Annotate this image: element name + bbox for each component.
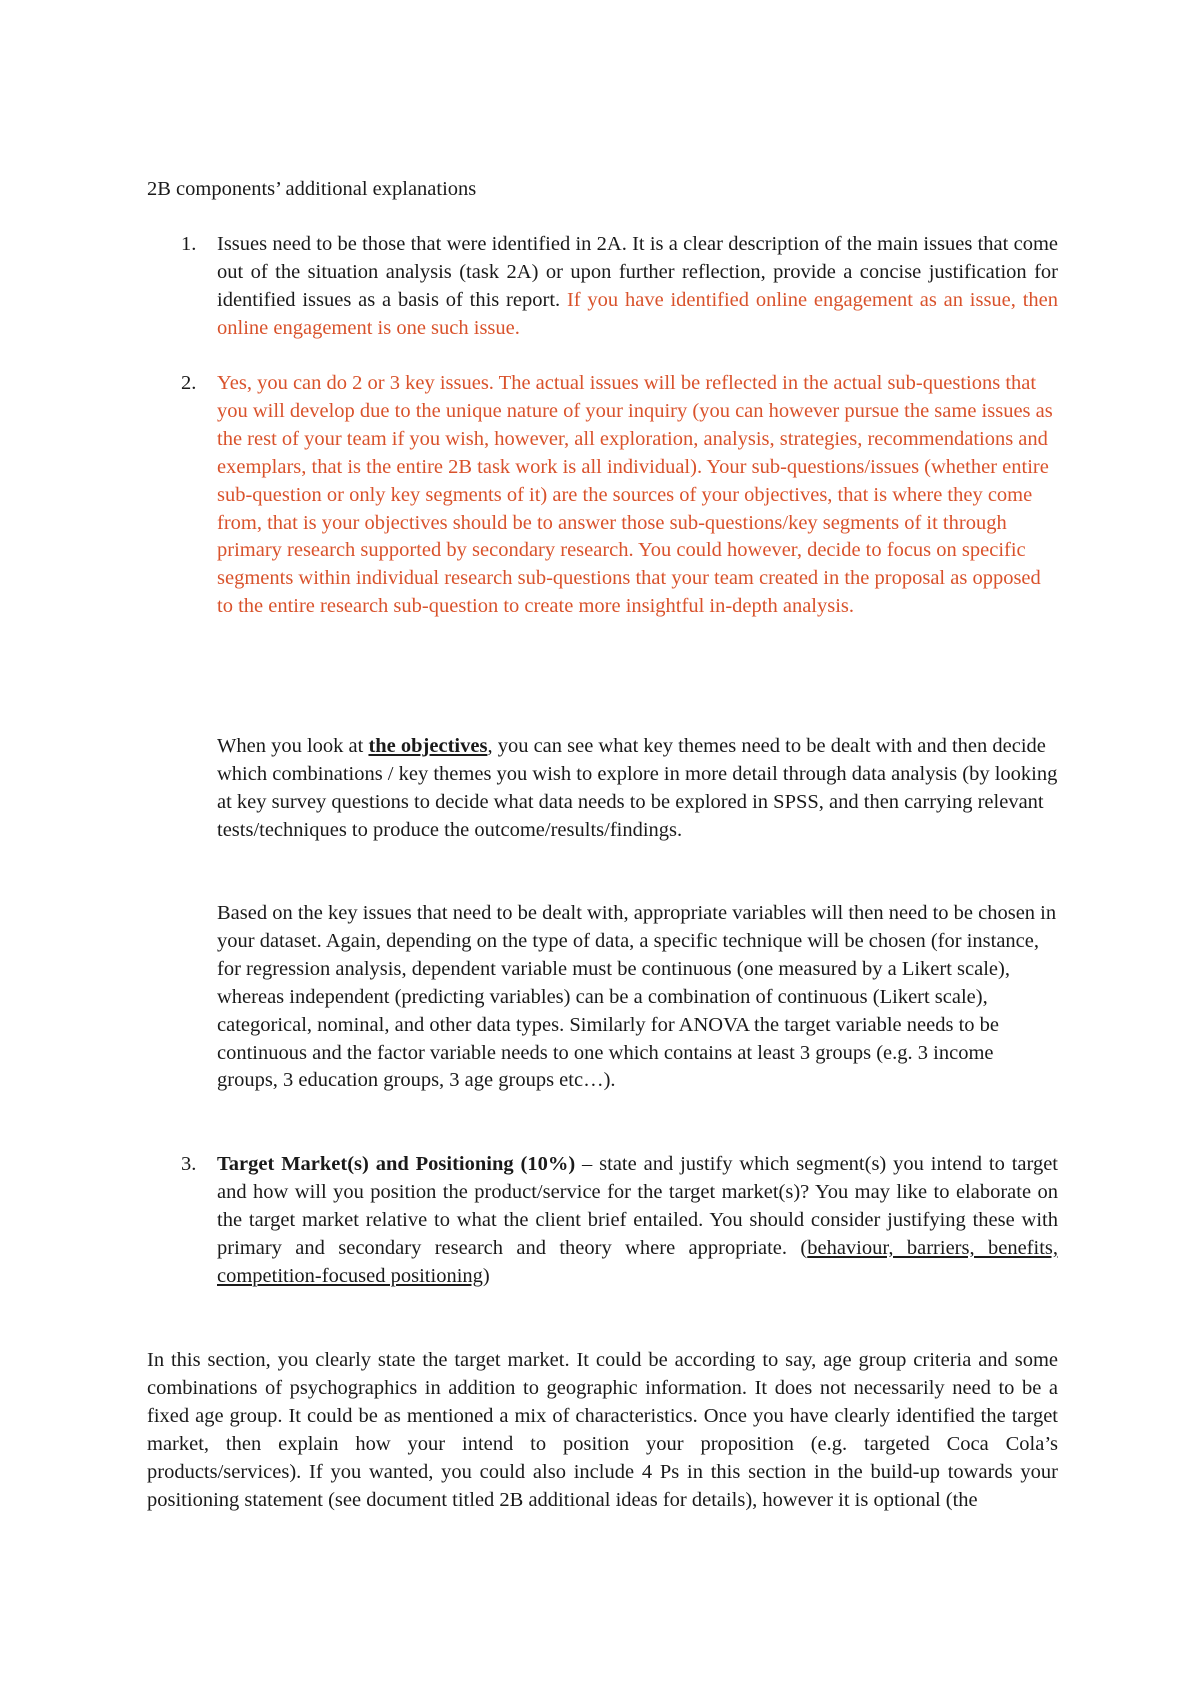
list-number: 3. — [181, 1153, 197, 1175]
item-1-text: Issues need to be those that were identified in 2A. It is a clear description of the main issues that come out of the situation analysis (task 2A) or upon further reflection, provide a concise justification for identified issues as a basis of this report. — [217, 233, 1058, 311]
item-3-underlined: behaviour, barriers, benefits, competition-focused positioning — [217, 1236, 1058, 1287]
objectives-pre: When you look at — [217, 735, 369, 757]
item-3-close: ) — [482, 1264, 490, 1287]
list-item-3 — [181, 1151, 1058, 1291]
objectives-emphasis: the objectives — [368, 735, 488, 757]
section-heading: 2B components’ additional explanations — [147, 178, 477, 200]
variables-paragraph: Based on the key issues that need to be dealt with, appropriate variables will then need to be chosen in your dataset. Again, depending on the type of data, a specific technique will be chosen (for instance, for regression analysis, dependent variable must be continuous (one measured by a Likert scale), whereas independent (predicting variables) can be a combination of continuous (Likert scale), categorical, nominal, and other data types. Similarly for ANOVA the target variable needs to be continuous and the factor variable needs to one which contains at least 3 groups (e.g. 3 income groups, 3 education groups, 3 age groups etc…). — [217, 902, 1057, 1092]
list-number: 1. — [181, 233, 197, 255]
list-number: 2. — [181, 372, 197, 394]
item-2-red-text: Yes, you can do 2 or 3 key issues. The actual issues will be reflected in the actual sub-questions that you will develop due to the unique nature of your inquiry (you can however pursue the same issues as the rest of your team if you wish, however, all exploration, analysis, strategies, recommendations and exemplars, that is the entire 2B task work is all individual). Your sub-questions/issues (whether entire sub-question or only key segments of it) are the sources of your objectives, that is where they come from, that is your objectives should be to answer those sub-questions/key segments of it through primary research supported by secondary research. You could however, decide to focus on specific segments within individual research sub-questions that your team created in the proposal as opposed to the entire research sub-question to create more insightful in-depth analysis. — [217, 372, 1053, 618]
item-3-bold-lead: Target Market(s) and Positioning (10%) — [217, 1153, 576, 1175]
target-market-paragraph: In this section, you clearly state the target market. It could be according to say, age group criteria and some combinations of psychographics in addition to geographic information. It does not necessarily need to be a fixed age group. It could be as mentioned a mix of characteristics. Once you have clearly identified the target market, then explain how your intend to position your proposition (e.g. targeted Coca Cola’s products/services). If you wanted, you could also include 4 Ps in this section in the build-up towards your positioning statement (see document titled 2B additional ideas for details), however it is optional (the — [147, 1349, 1058, 1511]
objectives-post: , you can see what key themes need to be dealt with and then decide which combinations / key themes you wish to explore in more detail through data analysis (by looking at key survey questions to decide what data needs to be explored in SPSS, and then carrying relevant tests/techniques to produce the outcome/results/findings. — [217, 735, 1058, 841]
list-item-1 — [181, 231, 1058, 343]
item-1-red-text: If you have identified online engagement as an issue, then online engagement is one such issue. — [217, 288, 1058, 339]
objectives-paragraph — [217, 733, 1058, 845]
item-3-text: – state and justify which segment(s) you intend to target and how will you position the product/service for the target market(s)? You may like to elaborate on the target market relative to what the client brief entailed. You should consider justifying these with primary and secondary research and theory where appropriate. ( — [217, 1153, 1058, 1259]
list-item-2 — [181, 370, 1058, 621]
